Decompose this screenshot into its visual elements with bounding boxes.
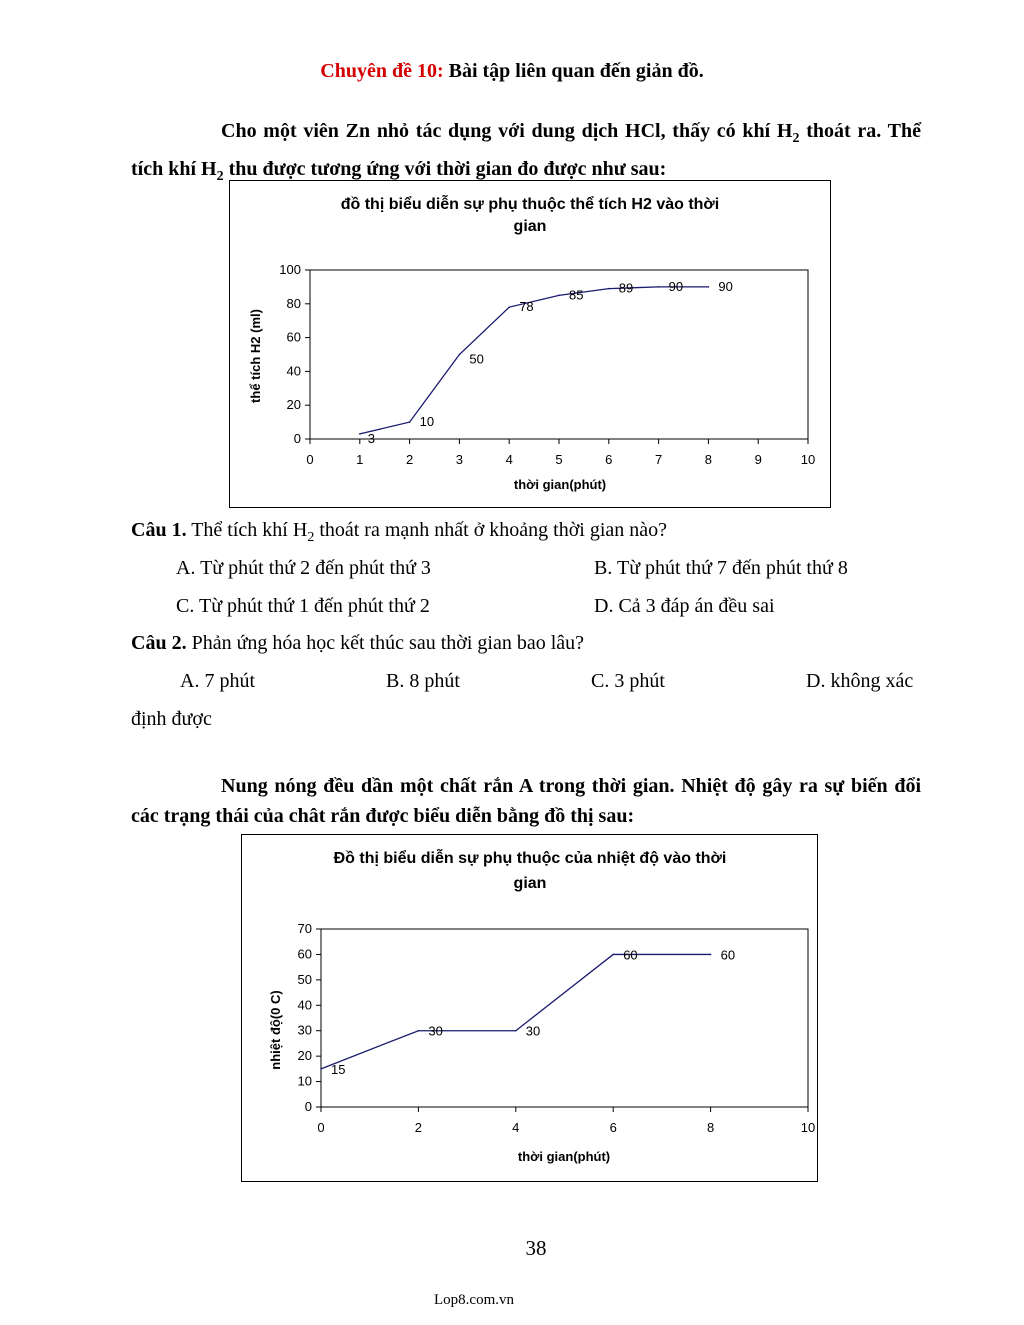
footer-site: Lop8.com.vn bbox=[434, 1292, 514, 1308]
y-tick-label: 30 bbox=[297, 1022, 312, 1038]
data-label: 60 bbox=[623, 947, 638, 963]
question-1: Câu 1. Thể tích khí $H_2$ thoát ra mạnh nhất ở khoảng thời gian nào? bbox=[131, 519, 668, 545]
q1-option-a: A. Từ phút thứ 2 đến phút thứ 3 bbox=[176, 557, 431, 579]
topic-title: Bài tập liên quan đến giản đồ. bbox=[448, 60, 704, 82]
y-tick-label: 20 bbox=[297, 1048, 312, 1064]
chart-temperature-svg bbox=[242, 835, 817, 1181]
chart-title-line1: Đồ thị biểu diễn sự phụ thuộc của nhiệt độ vào thời bbox=[333, 850, 727, 867]
data-label: 30 bbox=[428, 1023, 443, 1039]
page-title bbox=[0, 60, 1024, 83]
x-tick-label: 6 bbox=[605, 452, 613, 467]
page-number: 38 bbox=[525, 1236, 547, 1260]
data-point bbox=[658, 286, 660, 288]
x-axis-label: thời gian(phút) bbox=[517, 1149, 611, 1164]
x-tick-label: 8 bbox=[704, 452, 713, 467]
data-label: 60 bbox=[720, 947, 736, 963]
y-tick-label: 70 bbox=[297, 921, 312, 936]
data-label: 85 bbox=[569, 287, 584, 303]
data-point bbox=[320, 1068, 322, 1070]
x-tick-label: 7 bbox=[654, 452, 663, 467]
data-label: 89 bbox=[618, 280, 634, 296]
chart-h2-volume bbox=[229, 180, 831, 508]
y-tick-label: 0 bbox=[293, 431, 301, 446]
data-label: 30 bbox=[525, 1023, 541, 1039]
x-tick-label: 9 bbox=[754, 452, 762, 467]
data-label: 90 bbox=[668, 278, 684, 294]
x-tick-label: 5 bbox=[555, 452, 563, 467]
intro-paragraph-2: Nung nóng đều dần một chất rắn A trong thời gian. Nhiệt độ gây ra sự biến đổi các trạng thái của chât rắn được biểu diễn bằng đồ thị sau: bbox=[131, 775, 921, 827]
x-tick-label: 10 bbox=[800, 452, 816, 467]
y-tick-label: 40 bbox=[286, 363, 301, 379]
data-label: 90 bbox=[718, 278, 733, 294]
q2-option-d: D. không xác bbox=[806, 670, 914, 692]
data-point bbox=[409, 421, 411, 423]
x-tick-label: 6 bbox=[609, 1120, 617, 1135]
y-axis-label: thể tích H2 (ml) bbox=[248, 309, 263, 403]
x-tick-label: 2 bbox=[414, 1120, 423, 1135]
y-tick-label: 10 bbox=[297, 1073, 312, 1089]
chart-title-line2: gian bbox=[513, 218, 547, 235]
x-tick-label: 1 bbox=[356, 452, 364, 467]
data-point bbox=[708, 286, 710, 288]
y-tick-label: 100 bbox=[279, 262, 301, 277]
q2-option-c: C. 3 phút bbox=[591, 670, 665, 692]
y-tick-label: 50 bbox=[297, 971, 312, 987]
data-point bbox=[418, 1030, 420, 1032]
x-tick-label: 2 bbox=[405, 452, 414, 467]
y-tick-label: 20 bbox=[286, 397, 301, 413]
q1-option-c: C. Từ phút thứ 1 đến phút thứ 2 bbox=[176, 595, 430, 617]
q1-option-b: B. Từ phút thứ 7 đến phút thứ 8 bbox=[594, 557, 848, 579]
question-2: Câu 2. Phản ứng hóa học kết thúc sau thời gian bao lâu? bbox=[131, 632, 585, 654]
chart-title-line1: đồ thị biểu diễn sự phụ thuộc thể tích H2 vào thời bbox=[340, 196, 720, 213]
x-tick-label: 0 bbox=[306, 452, 314, 467]
question-2-label: Câu 2. bbox=[131, 632, 187, 654]
data-point bbox=[508, 306, 510, 308]
y-tick-label: 0 bbox=[304, 1099, 312, 1114]
question-1-label: Câu 1. bbox=[131, 519, 187, 541]
y-tick-label: 60 bbox=[286, 329, 301, 345]
data-point bbox=[515, 1030, 517, 1032]
data-label: 10 bbox=[419, 414, 435, 430]
y-tick-label: 40 bbox=[297, 997, 312, 1013]
x-tick-label: 4 bbox=[505, 452, 513, 467]
q2-option-a: A. 7 phút bbox=[180, 670, 255, 692]
series-line bbox=[360, 287, 709, 434]
x-tick-label: 4 bbox=[512, 1120, 520, 1135]
data-point bbox=[459, 354, 461, 356]
q1-option-d: D. Cả 3 đáp án đều sai bbox=[594, 595, 775, 617]
series-line bbox=[321, 954, 711, 1068]
topic-label: Chuyên đề 10: bbox=[320, 60, 444, 82]
x-tick-label: 10 bbox=[800, 1120, 816, 1135]
data-point bbox=[558, 295, 560, 297]
x-tick-label: 3 bbox=[455, 452, 464, 467]
data-point bbox=[612, 954, 614, 956]
y-tick-label: 60 bbox=[297, 946, 312, 962]
x-tick-label: 0 bbox=[317, 1120, 325, 1135]
y-axis-label: nhiệt độ(0 C) bbox=[268, 990, 283, 1070]
y-tick-label: 80 bbox=[286, 295, 301, 311]
data-point bbox=[608, 288, 610, 290]
q2-option-d-cont: định được bbox=[131, 708, 212, 730]
data-point bbox=[710, 954, 712, 956]
data-point bbox=[359, 433, 361, 435]
chart-h2-svg bbox=[230, 181, 830, 507]
intro-paragraph-1: Cho một viên Zn nhỏ tác dụng với dung dịch HCl, thấy có khí $H_2$ thoát ra. Thể tích khí $H_2$ thu được tương ứng với thời gian đo được như sau: bbox=[131, 120, 921, 184]
data-label: 15 bbox=[331, 1061, 346, 1077]
data-label: 3 bbox=[367, 430, 376, 446]
chart-temperature bbox=[241, 834, 818, 1182]
chart-title-line2: gian bbox=[513, 875, 547, 892]
x-tick-label: 8 bbox=[706, 1120, 715, 1135]
data-label: 50 bbox=[469, 351, 484, 367]
data-label: 78 bbox=[519, 299, 534, 315]
q2-option-b: B. 8 phút bbox=[386, 670, 460, 692]
x-axis-label: thời gian(phút) bbox=[513, 477, 607, 492]
